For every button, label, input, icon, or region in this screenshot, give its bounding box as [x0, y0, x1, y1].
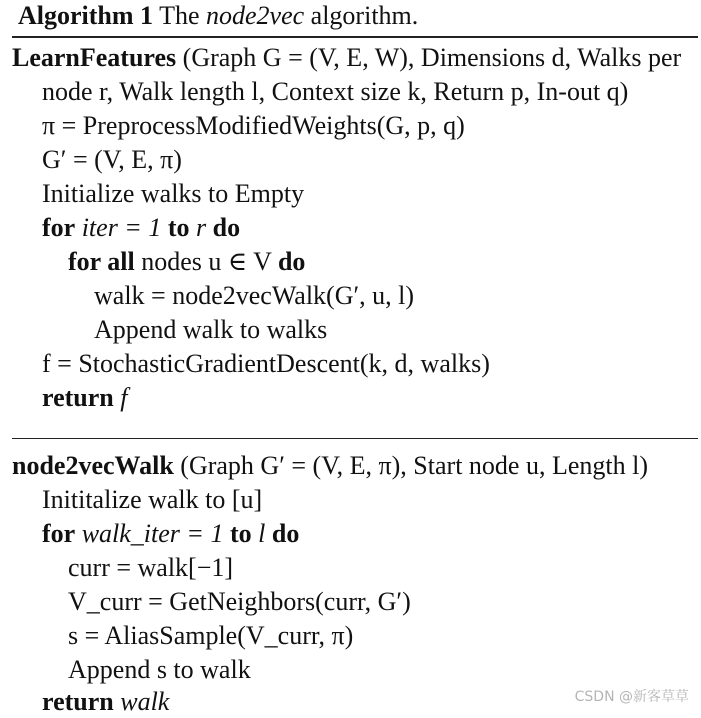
return-f-line	[42, 382, 127, 414]
to-keyword: to	[167, 213, 190, 242]
return-walk-line	[42, 686, 169, 718]
node2vecwalk-args: (Graph G′ = (V, E, π), Start node u, Length l)	[173, 451, 648, 480]
return-keyword: return	[42, 383, 114, 412]
for-walk-iter-line	[42, 518, 299, 550]
for-all-text: nodes u ∈ V	[134, 247, 278, 276]
learnfeatures-signature-line1	[12, 42, 681, 74]
initialize-walk-line: Inititalize walk to [u]	[42, 485, 263, 514]
for-iter-var: iter = 1	[75, 213, 168, 242]
algorithm-header	[18, 0, 418, 32]
alias-sample-line: s = AliasSample(V_curr, π)	[68, 621, 354, 650]
walk-to-keyword: to	[229, 519, 252, 548]
middle-rule	[12, 438, 698, 439]
algorithm-title-name: node2vec	[206, 1, 305, 30]
do-keyword: do	[212, 213, 241, 242]
preprocess-line: π = PreprocessModifiedWeights(G, p, q)	[42, 111, 465, 140]
algorithm-title-prefix: The	[159, 1, 206, 30]
append-walk-line: Append walk to walks	[94, 315, 328, 344]
initialize-walks-line: Initialize walks to Empty	[42, 179, 305, 208]
return-value: f	[113, 383, 128, 412]
for-iter-line	[42, 212, 240, 244]
csdn-watermark: CSDN @新客草草	[574, 689, 689, 705]
node2vecwalk-name: node2vecWalk	[12, 451, 174, 480]
for-all-line	[68, 246, 305, 278]
for-keyword: for	[42, 213, 76, 242]
learnfeatures-args-l1: (Graph G = (V, E, W), Dimensions d, Walks per	[182, 43, 682, 72]
learnfeatures-name: LearnFeatures	[12, 43, 177, 72]
walk-return-value: walk	[113, 687, 170, 716]
algorithm-title-suffix: algorithm.	[304, 1, 419, 30]
walk-iter-var: walk_iter = 1	[75, 519, 230, 548]
algorithm-label: Algorithm 1	[18, 1, 154, 30]
for-all-keyword: for all	[68, 247, 135, 276]
top-rule	[12, 36, 698, 38]
for-bound: r	[189, 213, 213, 242]
neighbors-line: V_curr = GetNeighbors(curr, G′)	[68, 587, 411, 616]
walk-for-bound: l	[251, 519, 272, 548]
walk-do-keyword: do	[271, 519, 300, 548]
node2vecwalk-signature	[12, 450, 648, 482]
walk-for-keyword: for	[42, 519, 76, 548]
append-s-line: Append s to walk	[68, 655, 251, 684]
sgd-line: f = StochasticGradientDescent(k, d, walks)	[42, 349, 490, 378]
walk-return-keyword: return	[42, 687, 114, 716]
learnfeatures-signature-line2: node r, Walk length l, Context size k, Return p, In-out q)	[42, 77, 629, 106]
graph-prime-line: G′ = (V, E, π)	[42, 145, 182, 174]
walk-assign-line: walk = node2vecWalk(G′, u, l)	[94, 281, 415, 310]
for-all-do: do	[277, 247, 306, 276]
curr-line: curr = walk[−1]	[68, 553, 234, 582]
